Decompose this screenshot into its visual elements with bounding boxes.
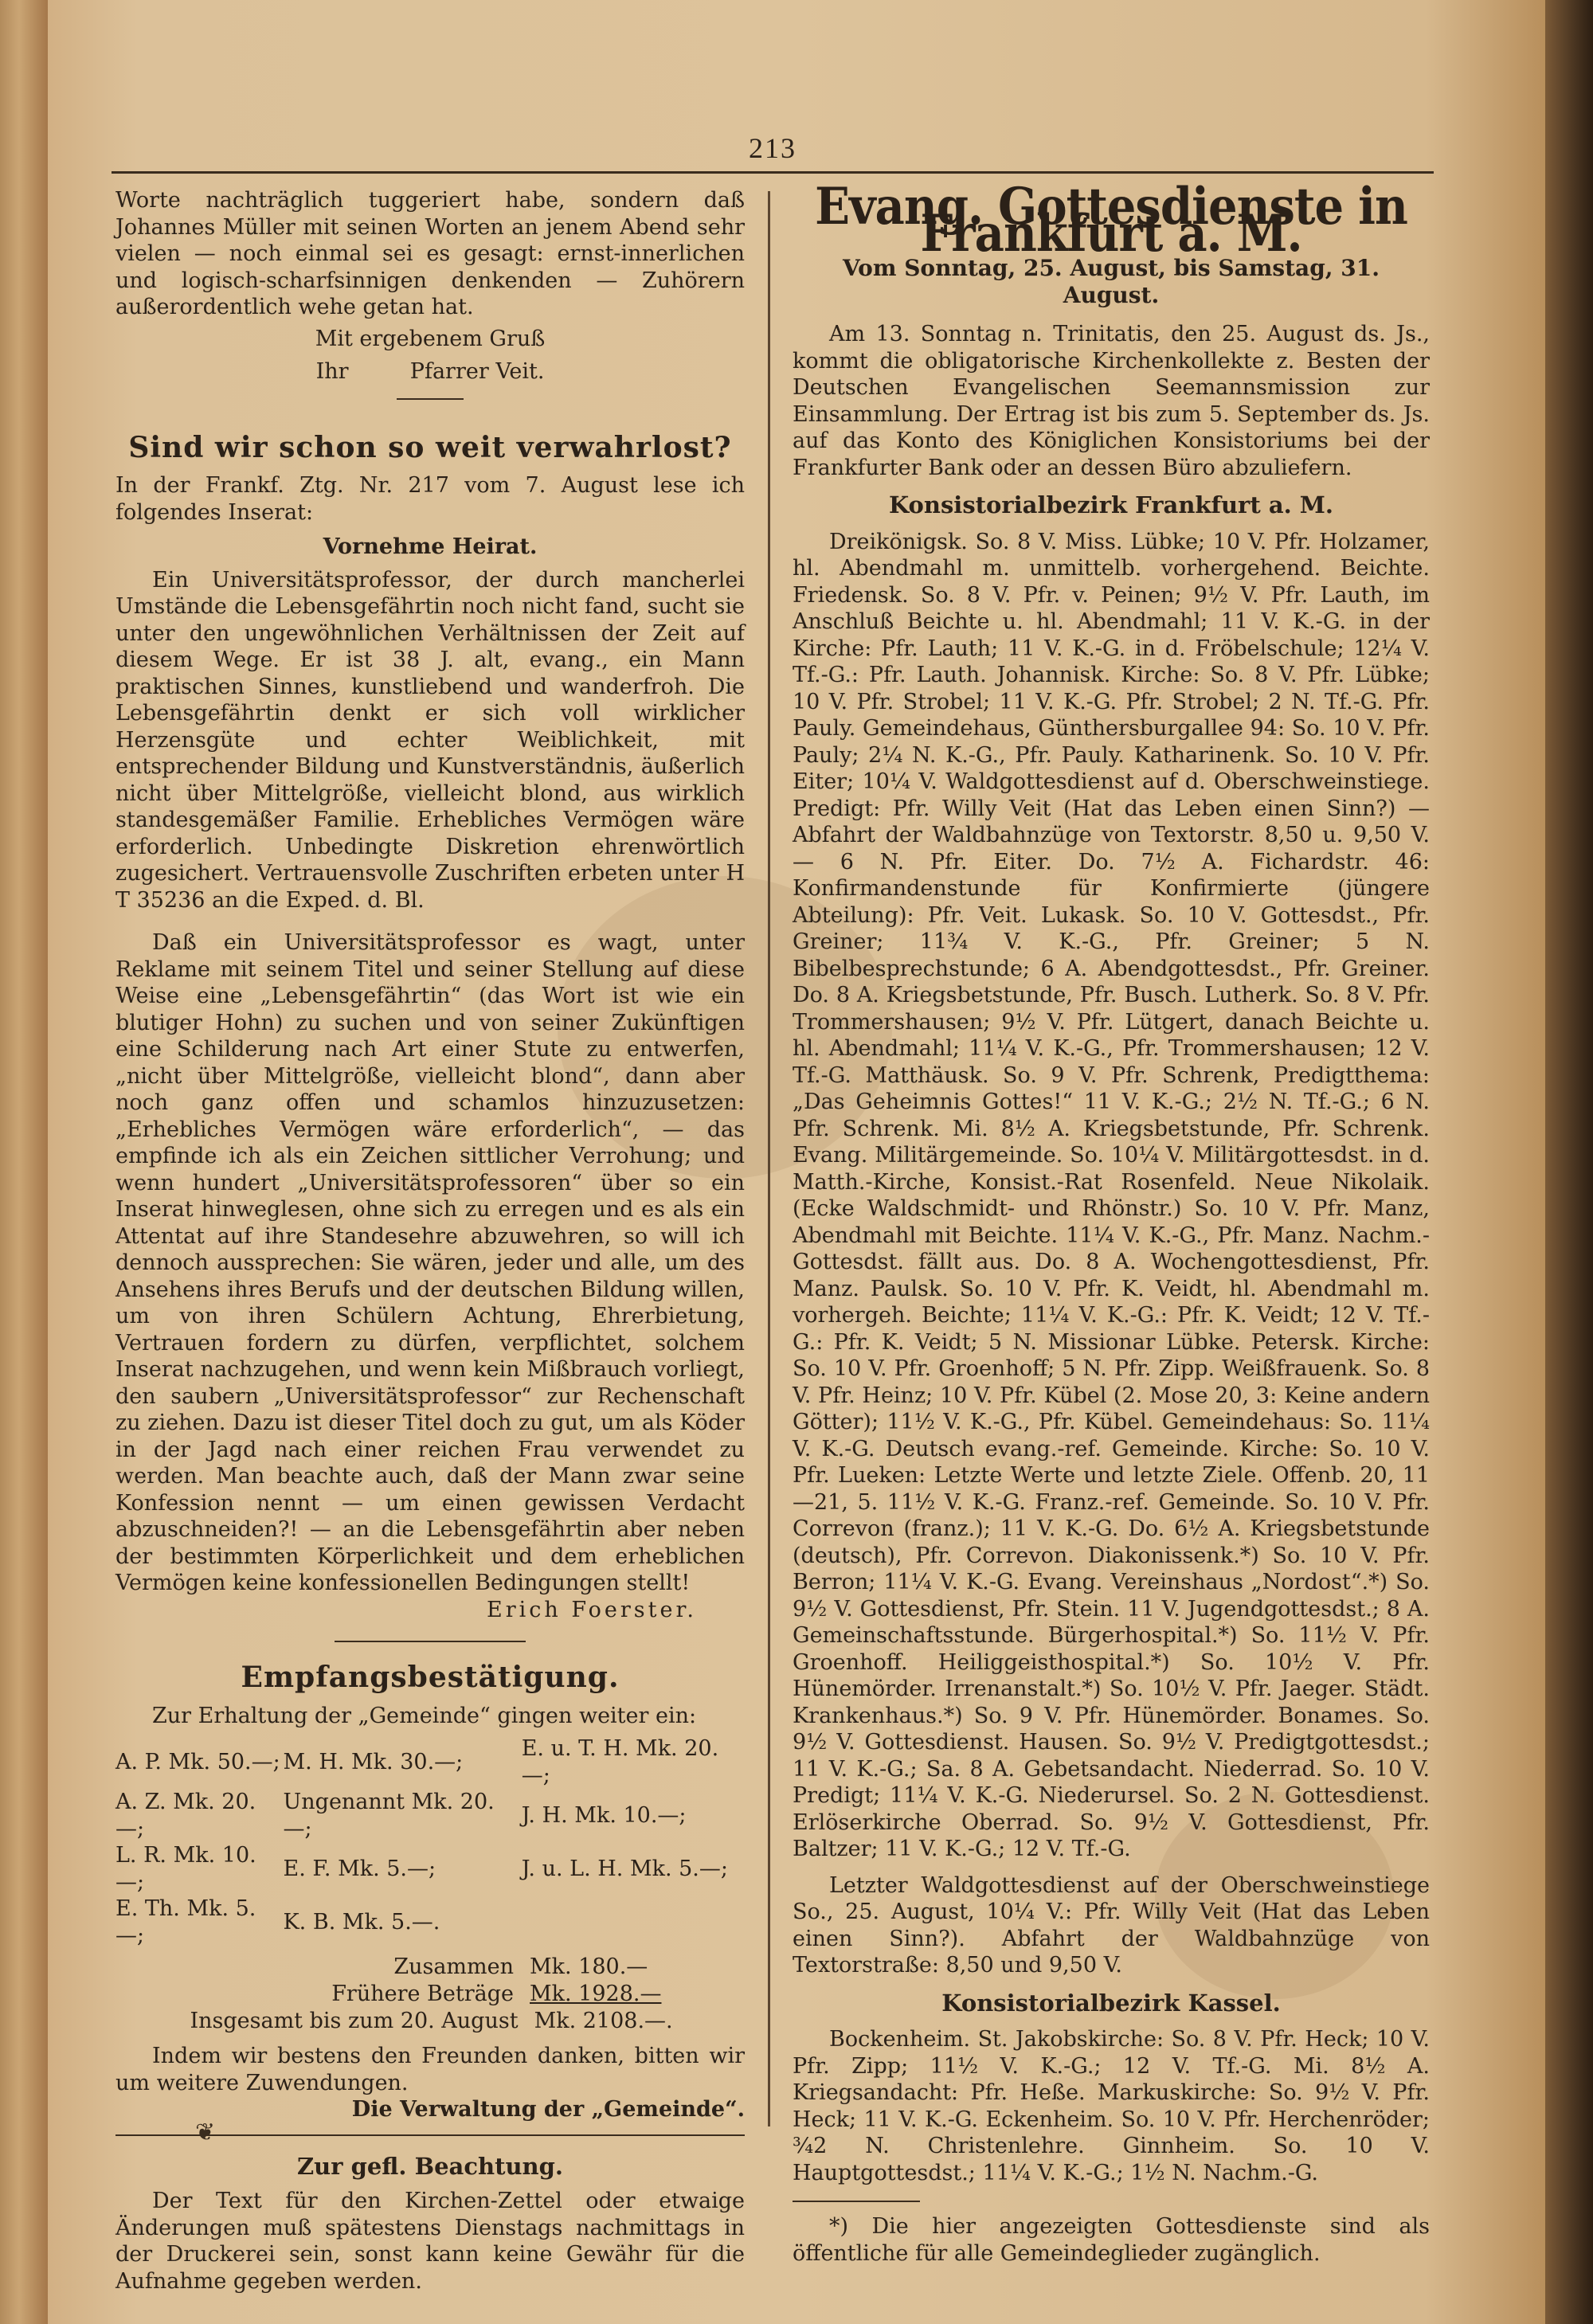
table-cell: E. F. Mk. 5.—; — [283, 1856, 436, 1881]
right-column — [793, 177, 1430, 2267]
total-row — [115, 2008, 745, 2035]
total-amount: Mk. 2108.—. — [534, 2009, 673, 2033]
left-page-edge — [0, 0, 48, 2324]
donation-totals — [115, 1954, 745, 2035]
total-amount: Mk. 1928.— — [530, 1982, 662, 2006]
total-row — [115, 1981, 745, 2008]
letter-ending: Worte nachträglich tuggeriert habe, sondern daß Johannes Müller mit seinen Worten an jenem Abend sehr vielen — noch einmal sei es gesagt: ernst-innerlichen und logisch-scharfsinnigen denkenden — Zuhörern außerordentlich wehe getan hat. — [115, 188, 745, 319]
table-cell: J. H. Mk. 10.—; — [521, 1802, 687, 1828]
section-title-kassel: Konsistorialbezirk Kassel. — [941, 1989, 1281, 2017]
table-cell — [522, 1896, 745, 1949]
frankfurt-services: Dreikönigsk. So. 8 V. Miss. Lübke; 10 V. Pfr. Holzamer, hl. Abendmahl m. unmittelb. vorhergehend. Beichte. Friedensk. So. 8 V. Pfr. v. Peinen; 9½ V. Pfr. Lauth, im Anschluß Beichte u. hl. Abendmahl; 11 V. K.-G. in der Kirche: Pfr. Lauth; 11 V. K.-G. in d. Fröbelschule; 12¼ V. Tf.-G.: Pfr. Lauth. Johannisk. Kirche: So. 8 V. Pfr. Lübke; 10 V. Pfr. Strobel; 11 V. K.-G. Pfr. Strobel; 2 N. Tf.-G. Pfr. Pauly. Gemeindehaus, Günthersburgallee 94: So. 10 V. Pfr. Pauly; 2¼ N. K.-G., Pfr. Pauly. Katharinenk. So. 10 V. Pfr. Eiter; 10¼ V. Waldgottesdienst auf d. Oberschweinstiege. Predigt: Pfr. Willy Veit (Hat das Leben einen Sinn?) — Abfahrt der Waldbahnzüge von Textorstr. 8,50 u. 9,50 V. — 6 N. Pfr. Eiter. Do. 7½ A. Fichardstr. 46: Konfirmandenstunde für Konfirmierte (jüngere Abteilung): Pfr. Veit. Lukask. So. 10 V. Gottesdst., Pfr. Greiner; 11¾ V. K.-G., Pfr. Greiner; 5 N. Bibelbesprechstunde; 6 A. Abendgottesdst., Pfr. Greiner. Do. 8 A. Kriegsbetstunde, Pfr. Busch. Lutherk. So. 8 V. Pfr. Trommershausen; 9½ V. Pfr. Lütgert, danach Beichte u. hl. Abendmahl; 11¼ V. K.-G., Pfr. Trommershausen; 12 V. Tf.-G. Matthäusk. So. 9 V. Pfr. Schrenk, Predigtthema: „Das Geheimnis Gottes!“ 11 V. K.-G.; 2½ N. Tf.-G.; 6 N. Pfr. Schrenk. Mi. 8½ A. Kriegsbetstunde, Pfr. Schrenk. Evang. Militärgemeinde. So. 10¼ V. Militärgottesdst. in d. Matth.-Kirche, Konsist.-Rat Rosenfeld. Neue Nikolaik. (Ecke Waldschmidt- und Rhönstr.) So. 10 V. Pfr. Manz, Abendmahl mit Beichte. 11¼ V. K.-G., Pfr. Manz. Nachm.-Gottesdst. fällt aus. Do. 8 A. Wochengottesdienst, Pfr. Manz. Paulsk. So. 10 V. Pfr. K. Veidt, hl. Abendmahl m. vorhergeh. Beichte; 11¼ V. K.-G.: Pfr. K. Veidt; 12 V. Tf.-G.: Pfr. K. Veidt; 5 N. Missionar Lübke. Petersk. Kirche: So. 10 V. Pfr. Groenhoff; 5 N. Pfr. Zipp. Weißfrauenk. So. 8 V. Pfr. Heinz; 10 V. Pfr. Kübel (2. Mose 20, 3: Keine andern Götter); 11½ V. K.-G., Pfr. Kübel. Gemeindehaus: So. 11¼ V. K.-G. Deutsch evang.-ref. Gemeinde. Kirche: So. 10 V. Pfr. Lueken: Letzte Werte und letzte Ziele. Offenb. 20, 11—21, 5. 11½ V. K.-G. Franz.-ref. Gemeinde. So. 10 V. Pfr. Correvon (franz.); 11 V. K.-G. Do. 6½ A. Kriegsbetstunde (deutsch), Pfr. Correvon. Diakonissenk.*) So. 10 V. Pfr. Berron; 11¼ V. K.-G. Evang. Vereinshaus „Nordost“.*) So. 9½ V. Gottesdienst, Pfr. Stein. 11 V. Jugendgottesdst.; 8 A. Gemeinschaftsstunde. Bürgerhospital.*) So. 11½ V. Pfr. Groenhoff. Heiliggeisthospital.*) So. 10½ V. Pfr. Hünemörder. Irrenanstalt.*) So. 10½ V. Pfr. Jaeger. Städt. Krankenhaus.*) So. 9 V. Pfr. Hünemörder. Bonames. So. 9½ V. Gottesdienst. Hausen. So. 9½ V. Predigtgottesdst.; 11 V. K.-G.; Sa. 8 A. Gebetsandacht. Niederrad. So. 10 V. Predigt; 11¼ V. K.-G. Niederursel. So. 2 N. Gottesdienst. Erlöserkirche Oberrad. So. 9½ V. Gottesdienst, Pfr. Baltzer; 11 V. K.-G.; 12 V. Tf.-G. — [793, 529, 1430, 1861]
table-cell: A. P. Mk. 50.—; — [115, 1749, 280, 1774]
notice-title: Zur gefl. Beachtung. — [296, 2152, 564, 2180]
section-title-frankfurt: Konsistorialbezirk Frankfurt a. M. — [888, 491, 1334, 518]
header-rule — [112, 171, 1434, 174]
donations-signature: Die Verwaltung der „Gemeinde“. — [351, 2097, 745, 2122]
table-cell: E. Th. Mk. 5.—; — [115, 1896, 256, 1948]
waldgottesdienst-notice: Letzter Waldgottesdienst auf der Oberschweinstiege So., 25. August, 10¼ V.: Pfr. Willy Veit (Hat das Leben einen Sinn?). Abfahrt der Waldbahnzüge von Textorstraße: 8,50 und 9,50 V. — [793, 1872, 1430, 1978]
table-cell: K. B. Mk. 5.—. — [283, 1909, 440, 1935]
table-row — [115, 1789, 745, 1842]
table-cell: E. u. T. H. Mk. 20.—; — [521, 1736, 719, 1788]
column-divider — [768, 191, 770, 2126]
total-label: Zusammen — [393, 1954, 514, 1979]
collection-notice: Am 13. Sonntag n. Trinitatis, den 25. August ds. Js., kommt die obligatorische Kirchenkollekte z. Besten der Deutschen Evangelischen Seemannsmission zur Einsammlung. Der Ertrag ist bis zum 5. September ds. Js. auf das Konto des Königlichen Konsistoriums bei der Frankfurter Bank oder an dessen Büro abzuliefern. — [793, 322, 1430, 480]
ink-mark: ❦ — [195, 2119, 216, 2146]
total-row — [115, 1954, 745, 1981]
notice-text: Der Text für den Kirchen-Zettel oder etwaige Änderungen muß spätestens Dienstags nachmittags in der Druckerei sein, sonst kann keine Gewähr für die Aufnahme gegeben werden. — [115, 2189, 745, 2294]
services-date-range: Vom Sonntag, 25. August, bis Samstag, 31. August. — [843, 255, 1380, 308]
donations-thanks: Indem wir bestens den Freunden danken, bitten wir um weitere Zuwendungen. — [115, 2044, 745, 2095]
table-cell: J. u. L. H. Mk. 5.—; — [521, 1856, 728, 1881]
section-rule — [397, 398, 464, 400]
article-author: Erich Foerster. — [487, 1597, 697, 1622]
article-title-empfangsbestaetigung: Empfangsbestätigung. — [241, 1661, 620, 1694]
book-binding-edge — [1545, 0, 1593, 2324]
article-body: Daß ein Universitätsprofessor es wagt, unter Reklame mit seinem Titel und seiner Stellung auf diese Weise eine „Lebensgefährtin“ (das Wort ist wie ein blutiger Hohn) zu suchen und von seiner Zukünftigen eine Schilderung nach Art einer Stute zu entwerfen, „nicht über Mittelgröße, vielleicht blond“, dann aber noch ganz offen und schamlos hinzuzusetzen: „Erhebliches Vermögen wäre erforderlich“, — das empfinde ich als ein Zeichen sittlicher Verrohung; und wenn hundert „Universitätsprofessoren“ über so ein Inserat hinweglesen, ohne sich zu erregen und es als ein Attentat auf ihre Standesehre abzuwehren, so will ich dennoch aussprechen: Sie wären, jeder und alle, um des Ansehens ihres Berufs und der deutschen Bildung willen, um von ihren Schülern Achtung, Ehrerbietung, Vertrauen fordern zu dürfen, verpflichtet, solchem Inserat nachzugehen, und wenn kein Mißbrauch vorliegt, den saubern „Universitätsprofessor“ zur Rechenschaft zu ziehen. Dazu ist dieser Titel doch zu gut, um als Köder in der Jagd nach einer reichen Frau verwendet zu werden. Man beachte auch, daß der Mann zwar seine Konfession nennt — um einen gewissen Verdacht abzuschneiden?! — an die Lebensgefährtin aber neben der bestimmten Körperlichkeit und dem erheblichen Vermögen keine konfessionellen Bedingungen stellt! — [115, 930, 745, 1595]
table-row — [115, 1896, 745, 1949]
total-amount: Mk. 180.— — [530, 1954, 648, 1979]
page-number: 213 — [749, 132, 796, 164]
article-intro: In der Frankf. Ztg. Nr. 217 vom 7. August lese ich folgendes Inserat: — [115, 473, 745, 525]
footnote-rule — [793, 2201, 920, 2202]
letter-greeting: Mit ergebenem Gruß — [315, 326, 546, 351]
table-row — [115, 1735, 745, 1789]
ad-title: Vornehme Heirat. — [323, 534, 538, 559]
total-label: Insgesamt bis zum 20. August — [190, 2009, 519, 2033]
table-cell: A. Z. Mk. 20.—; — [115, 1790, 256, 1841]
table-row — [115, 1842, 745, 1896]
letter-signature: Ihr Pfarrer Veit. — [315, 359, 545, 384]
total-label: Frühere Beträge — [331, 1982, 514, 2006]
table-cell: L. R. Mk. 10.—; — [115, 1843, 256, 1895]
services-title: Evang. Gottesdienste in Frankfurt a. M. — [815, 177, 1407, 264]
table-cell: Ungenannt Mk. 20.—; — [283, 1790, 495, 1841]
section-rule — [335, 1641, 526, 1642]
table-cell: M. H. Mk. 30.—; — [283, 1749, 464, 1774]
article-title-verwahrlost: Sind wir schon so weit verwahrlost? — [128, 430, 732, 464]
left-column — [115, 187, 745, 2295]
kassel-services: Bockenheim. St. Jakobskirche: So. 8 V. Pfr. Heck; 10 V. Pfr. Zipp; 11½ V. K.-G.; 12 V. Tf.-G. Mi. 8½ A. Kriegsandacht: Pfr. Heße. Markuskirche: So. 9½ V. Pfr. Heck; 11 V. K.-G. Eckenheim. So. 10 V. Pfr. Herchenröder; ¾2 N. Christenlehre. Ginnheim. So. 10 V. Hauptgottesdst.; 11¼ V. K.-G.; 1½ N. Nachm.-G. — [793, 2027, 1430, 2185]
footnote: *) Die hier angezeigten Gottesdienste sind als öffentliche für alle Gemeindeglieder zugänglich. — [793, 2214, 1430, 2266]
donations-intro: Zur Erhaltung der „Gemeinde“ gingen weiter ein: — [152, 1703, 697, 1728]
ad-text: Ein Universitätsprofessor, der durch mancherlei Umstände die Lebensgefährtin noch nicht fand, sucht sie unter den ungewöhnlichen Verhältnissen der Zeit auf diesem Wege. Er ist 38 J. alt, evang., ein Mann praktischen Sinnes, kunstliebend und wanderfroh. Die Lebensgefährtin denkt er sich voll wirklicher Herzensgüte und echter Weiblichkeit, mit entsprechender Bildung und Kunstverständnis, äußerlich nicht über Mittelgröße, vielleicht blond, aus wirklich standesgemäßer Familie. Erhebliches Vermögen wäre erforderlich. Unbedingte Diskretion ehrenwörtlich zugesichert. Vertrauensvolle Zuschriften erbeten unter H T 35236 an die Exped. d. Bl. — [115, 567, 745, 913]
donations-table — [115, 1735, 745, 1949]
